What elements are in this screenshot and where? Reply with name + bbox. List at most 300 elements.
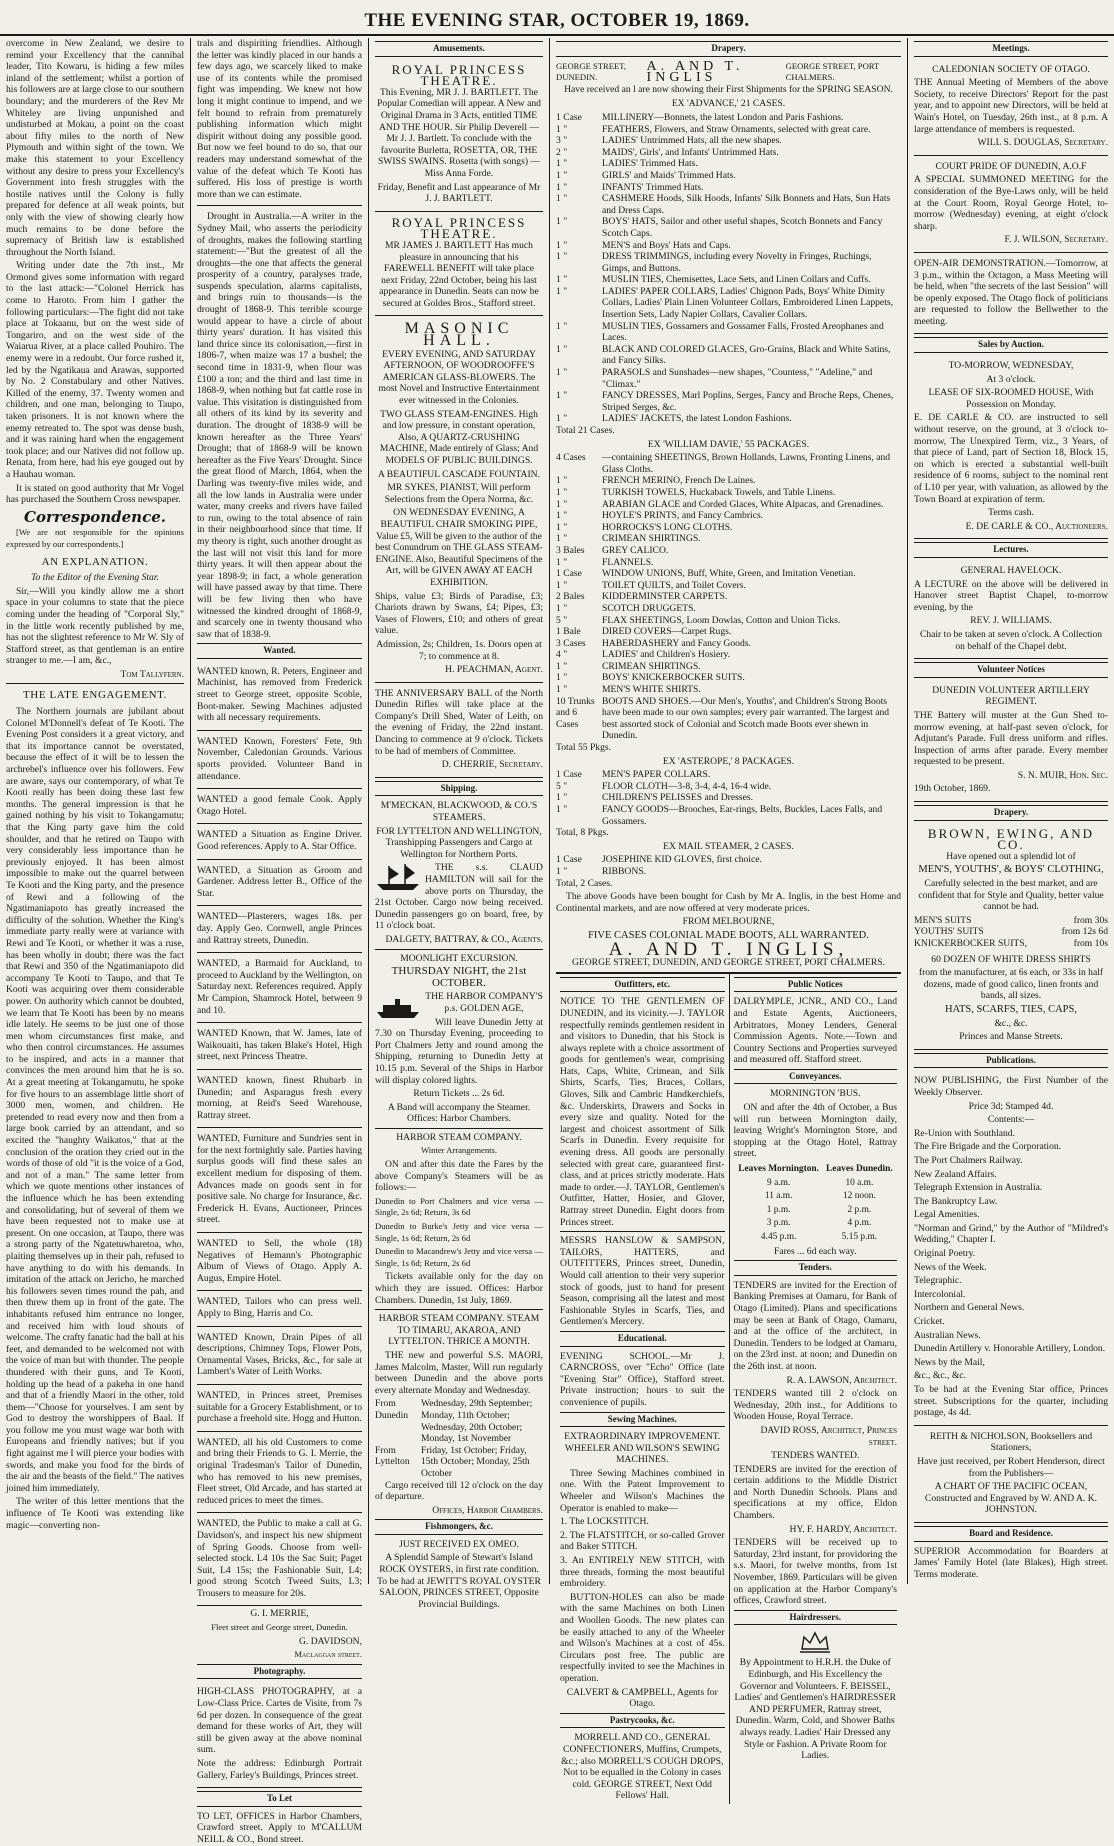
ad-text: SUPERIOR Accommodation for Boarders at James' Family Hotel (late Blakes), High street. Terms moderate. bbox=[914, 1545, 1108, 1580]
shipment-heading: EX 'ADVANCE,' 21 CASES. bbox=[671, 98, 786, 110]
time-dunedin: 5.15 p.m. bbox=[841, 1232, 878, 1242]
contents-item: News of the Week. bbox=[914, 1261, 987, 1273]
ad-text: MR JAMES J. BARTLETT Has much pleasure in announcing that his FAREWELL BENEFIT will take place next Friday, 22nd October, being his last appearance in Dunedin. Seats can now be secured at Goldes Bros., Stafford street. bbox=[379, 239, 539, 309]
item-description: FANCY GOODS—Brooches, Ear-rings, Belts, Buckles, Laces Falls, and Gossamers. bbox=[602, 804, 883, 827]
theatre-ad bbox=[375, 61, 543, 212]
section-heading-educational: Educational. bbox=[560, 1331, 725, 1347]
ad-text: E. DE CARLE & CO. are instructed to sell without reserve, on the ground, at 3 o'clock to-morrow, The Unexpired Term, viz., 3 Years, of that piece of Land, part of Section 18, Block 15, on which is erected a substantial well-built residence of 6 rooms, subject to the nominal rent of L10 per year, with valuation, as allowed by the Town Board at expiration of term. bbox=[914, 412, 1108, 505]
time-mornington: 9 a.m. bbox=[767, 1177, 791, 1188]
ad-text: MORRELL AND CO., GENERAL CONFECTIONERS, Muffins, Crumpets, &c.; also MORRELL'S COUGH DROPS, Not to be equalled in the Colony in cases cold. GEORGE STREET, Next Odd Fellows' Hall. bbox=[561, 1732, 724, 1802]
contents-item: "Norman and Grind," by the Author of "Mildred's Wedding," Chapter I. bbox=[914, 1222, 1108, 1246]
item-description: SCOTCH DRUGGETS. bbox=[602, 602, 696, 614]
engagement-heading: THE LATE ENGAGEMENT. bbox=[22, 689, 168, 702]
item-row bbox=[556, 557, 901, 569]
ad-text: FOR LYTTELTON AND WELLINGTON, Transhipping Passengers and Cargo at Wellington for Northern Ports. bbox=[376, 825, 542, 860]
section-heading-volunteer: Volunteer Notices bbox=[914, 662, 1108, 678]
ad-text: WANTED, in Princes street, Premises suitable for a Grocery Establishment, or to purchase a freehold site. Hogg and Hutton. bbox=[197, 1389, 362, 1425]
ad-signature: CALVERT & CAMPBELL, Agents for Otago. bbox=[566, 1686, 718, 1710]
item-row bbox=[556, 487, 901, 499]
ad-text: The above Goods have been bought for Cash by Mr A. Inglis, in the best Home and Continental markets, and are now offered at very moderate prices. bbox=[556, 891, 901, 914]
suit-name: YOUTHS' SUITS bbox=[914, 926, 984, 938]
item-description: MUSLIN TIES, Chemisettes, Lace Sets, and Linen Collars and Cuffs. bbox=[602, 274, 871, 286]
royal-crest-icon bbox=[790, 1629, 840, 1655]
ad-text: MESSRS HANSLOW & SAMPSON, TAILORS, HATTERS, and OUTFITTERS, Princes street, Dunedin, Would call attention to their very superior stock of goods, just to hand for present Season, comprising all the latest and most Fashionable Styles in Scarfs, Ties, and Gentlemen's Mercery. bbox=[560, 1235, 725, 1328]
mail-items bbox=[556, 854, 901, 877]
wanted-ad bbox=[197, 1329, 362, 1385]
ad-text: TENDERS wanted till 2 o'clock on Wednesday, 20th inst., for Additions to Wooden House, Royal Terrace. bbox=[733, 1388, 897, 1423]
observer-ad bbox=[914, 1072, 1108, 1425]
sailing-label: From Dunedin bbox=[375, 1398, 409, 1421]
item-description: DRESS TRIMMINGS, including every Novelty in Fringes, Ruchings, Gimps, and Buttons. bbox=[602, 251, 872, 274]
ad-text: TO LET, OFFICES in Harbor Chambers, Crawford street. Apply to M'CALLUM NEILL & CO., Bond street. bbox=[197, 1810, 362, 1845]
item-quantity: 1 " bbox=[556, 556, 568, 568]
item-quantity: 1 " bbox=[556, 320, 568, 332]
wanted-ad bbox=[197, 826, 362, 859]
item-quantity: 1 " bbox=[556, 792, 568, 804]
ad-signature: DAVID ROSS, Architect, Princes street. bbox=[760, 1424, 897, 1448]
item-description: MEN'S and Boys' Hats and Caps. bbox=[602, 239, 731, 251]
ad-text: Cargo received till 12 o'clock on the day of departure. bbox=[375, 1479, 543, 1503]
timetable-row bbox=[736, 1218, 896, 1230]
item-row bbox=[556, 615, 901, 627]
section-heading-outfitters: Outfitters, etc. bbox=[560, 977, 725, 993]
time-dunedin: 10 a.m. bbox=[845, 1177, 874, 1188]
ad-text: TENDERS are invited for the erection of certain additions to the Middle District and North Dunedin Schools. Plans and specifications at my office, Eldon Chambers. bbox=[733, 1463, 897, 1522]
item-quantity: 1 " bbox=[556, 216, 568, 228]
ship-icon bbox=[375, 862, 421, 892]
item-description: PARASOLS and Sunshades—new shapes, "Countess," "Adeline," and "Climax." bbox=[602, 367, 873, 390]
item-row bbox=[556, 286, 901, 321]
lecture-ad bbox=[914, 562, 1108, 659]
item-quantity: 1 " bbox=[556, 274, 568, 286]
article-text: Writing under date the 7th inst., Mr Ormond gives some information with regard to the last attack:—"Colonel Herrick has come to Haroto. From him I gather the following particulars:—The fight did not take place at Tokaanu, but on the west side of Tongariro, and on the west side of the Waiarua River, at a place called Pouhiro. The enemy were in a redoubt. Our force rushed it, led by the Ngatikaua and Arawas, supported by No. 2 Constabulary and other Natives. Killed of the enemy, 37. Twenty women and children, and one man, belonging to Taupo, taken prisoners. It is not known where the enemy retreated to. The spot was dense bush, and it was raining hard when the engagement took place; and our Natives did not follow up. Renata, from here, had his eye gouged out by a Hauhau woman. bbox=[6, 260, 184, 480]
item-quantity: 1 " bbox=[556, 193, 568, 205]
item-description: BOYS' HATS, Sailor and other useful shapes, Scotch Bonnets and Fancy Scotch Caps. bbox=[602, 216, 883, 239]
court-ad bbox=[914, 158, 1108, 253]
item-description: GIRLS' and Maids' Trimmed Hats. bbox=[602, 169, 736, 181]
inglis-header bbox=[556, 58, 901, 86]
ad-text: THE ANNIVERSARY BALL of the North Dunedin Rifles will take place at the Company's Drill Shed, Water of Leith, on the evening of Friday, the 22nd instant. Dancing to commence at 9 o'clock. Tickets to be had of members of Committee. bbox=[375, 687, 543, 757]
ad-text: A SPECIAL SUMMONED MEETING for the consideration of the Bye-Laws only, will be held at the Court Room, Royal George Hotel, to-morrow (Wednesday) evening, at eight o'clock sharp. bbox=[914, 174, 1108, 232]
item-row bbox=[556, 696, 901, 742]
ad-text: A BEAUTIFUL CASCADE FOUNTAIN. bbox=[378, 468, 540, 480]
item-description: TURKISH TOWELS, Huckaback Towels, and Table Linens. bbox=[602, 486, 836, 498]
inglis-brand-large: A. AND T. INGLIS, bbox=[608, 938, 849, 960]
item-description: RIBBONS. bbox=[602, 865, 646, 877]
section-heading-to-let: To Let bbox=[197, 1791, 362, 1807]
item-description: FRENCH MERINO, French De Laines. bbox=[602, 475, 756, 487]
ad-text: WANTED, the Public to make a call at G. Davidson's, and inspect his new shipment of Spring Goods. Choose from well-selected stock. L4 10s the Sac Suit; Paget Suit, L4 15s; the Fashionable Suit, L4; good strong Scotch Tweed Suits, L3; Trousers to measure for 20s. bbox=[197, 1518, 362, 1599]
ad-address: Princes and Manse Streets. bbox=[959, 1031, 1063, 1043]
fare-row: Dunedin to Macandrew's Jetty and vice versa — Single, 1s 6d; Return, 2s 6d bbox=[375, 1246, 543, 1268]
item-quantity: 1 " bbox=[556, 390, 568, 402]
inglis-address-left: GEORGE STREET, DUNEDIN. bbox=[556, 60, 627, 83]
time-dunedin: 12 noon. bbox=[842, 1191, 876, 1202]
item-row bbox=[556, 158, 901, 170]
item-description: WINDOW UNIONS, Buff, White, Green, and Imitation Venetian. bbox=[602, 568, 856, 580]
wanted-ad bbox=[197, 1025, 362, 1070]
section-heading-tenders: Tenders. bbox=[734, 1260, 898, 1276]
timetable-row bbox=[736, 1178, 896, 1190]
column-1 bbox=[0, 38, 190, 1584]
ad-text: MR SYKES, PIANIST, Will perform Selections from the Opera Norma, &c. bbox=[384, 482, 534, 505]
item-row bbox=[556, 413, 901, 425]
ad-title: MORNINGTON 'BUS. bbox=[769, 1088, 861, 1100]
item-row bbox=[556, 240, 901, 252]
suit-name: KNICKERBOCKER SUITS, bbox=[914, 938, 1028, 949]
ad-title: 60 DOZEN OF WHITE DRESS SHIRTS bbox=[931, 953, 1091, 965]
item-row bbox=[556, 533, 901, 545]
ad-text: Have received an l are now showing their First Shipments for the SPRING SEASON. bbox=[564, 83, 893, 95]
item-quantity: 1 " bbox=[556, 239, 568, 251]
ad-text: This Evening, MR J. J. BARTLETT. The Popular Comedian will appear. A New and Original Drama in 3 Acts, entitled TIME AND THE HOUR. Sir Philip Deverell — Mr J. J. Bartlett. To conclude with the favourite Burletta, ROSETTA, OR, THE SWISS SWAINS. Rosetta (with songs) — Miss Anna Forde. bbox=[377, 86, 541, 179]
ad-text: ON and after the 4th of October, a Bus will run between Mornington daily, leaving Wright's Mornington Store, and stopping at the Otago Hotel, Rattray street. bbox=[733, 1102, 897, 1160]
item-description: —containing SHEETINGS, Brown Hollands, Lawns, Fronting Linens, and Glass Cloths. bbox=[602, 452, 891, 475]
ad-title: JUST RECEIVED EX OMEO. bbox=[399, 1538, 519, 1550]
contents-item: Northern and General News. bbox=[914, 1302, 1025, 1314]
contents-item: Legal Amenities. bbox=[914, 1209, 980, 1221]
ad-text: WANTED, a Barmaid for Auckland, to proceed to Auckland by the Wellington, on Saturday next. References required. Apply Mr Campion, Shamrock Hotel, between 9 and 10. bbox=[197, 958, 362, 1016]
ad-text: WANTED known, R. Peters, Engineer and Machinist, has removed from Frederick street to George street, opposite Scoble, Boot-maker. Sewing Machines adjusted with all necessary requirements. bbox=[197, 665, 362, 724]
item-row bbox=[556, 661, 901, 673]
section-heading-public-notices: Public Notices bbox=[734, 977, 898, 993]
sailing-row bbox=[375, 1398, 543, 1444]
article-text: The writer of this letter mentions that the influence of Te Kooti was extending like magic—converting non- bbox=[6, 1496, 184, 1531]
fares-table bbox=[375, 1196, 543, 1270]
item-row bbox=[556, 672, 901, 684]
item-quantity: 1 " bbox=[556, 169, 568, 181]
item-row bbox=[556, 251, 901, 274]
column-5 bbox=[908, 38, 1114, 1584]
item-quantity: 3 " bbox=[556, 135, 568, 147]
suit-price: from 10s bbox=[1073, 938, 1108, 949]
ad-title: LEASE OF SIX-ROOMED HOUSE, With Possession on Monday. bbox=[928, 387, 1094, 410]
timetable-row bbox=[736, 1232, 896, 1244]
contents-item: The Bankruptcy Law. bbox=[914, 1195, 998, 1207]
inglis-address: GEORGE STREET, DUNEDIN, AND GEORGE STREET, PORT CHALMERS. bbox=[571, 957, 886, 969]
ad-text: DALRYMPLE, JCNR., AND CO., Land and Estate Agents, Auctioneers, Arbitrators, Money Lenders, General Commission Agents. Note.—Town and Country Sections and Properties surveyed and measured off. Stafford street. bbox=[733, 996, 897, 1066]
section-heading-conveyances: Conveyances. bbox=[734, 1069, 898, 1085]
item-quantity: 3 Cases bbox=[556, 637, 586, 649]
ad-text: THE new and powerful S.S. MAORI, James Malcolm, Master, Will run regularly between Dunedin and the above ports every alternate Monday and Wednesday. bbox=[375, 1349, 543, 1396]
item-quantity: 1 Case bbox=[556, 568, 582, 580]
auction-ad bbox=[914, 357, 1108, 539]
inglis-brand: A. AND T. INGLIS bbox=[646, 58, 744, 86]
shipment-total: Total 21 Cases. bbox=[556, 425, 615, 436]
item-row bbox=[556, 603, 901, 615]
ad-text: WANTED, Furniture and Sundries sent in for the next fortnightly sale. Parties having surplus goods will find these sales an excellent medium for disposing of them. Advances made on goods sent in for positive sale. No charge for Insurance, &c. Frederick H. Evans, Auctioneer, Princes street. bbox=[197, 1133, 362, 1226]
lower-left bbox=[556, 974, 729, 1804]
contents-item: The Port Chalmers Railway. bbox=[914, 1154, 1023, 1166]
ad-text: WANTED a Situation as Engine Driver. Good references. Apply to A. Star Office. bbox=[197, 829, 362, 852]
item-quantity: 1 " bbox=[556, 475, 568, 487]
wanted-ad bbox=[197, 791, 362, 824]
inglis-address-right: GEORGE STREET, PORT CHALMERS. bbox=[785, 60, 880, 83]
item-description: FLANNELS. bbox=[602, 556, 654, 568]
ad-title: MEN'S, YOUTHS', & BOYS' CLOTHING, bbox=[918, 864, 1104, 876]
davie-items bbox=[556, 452, 901, 742]
wanted-ad bbox=[197, 1072, 362, 1128]
ad-text: FROM MELBOURNE, bbox=[682, 916, 775, 928]
shipment-heading: EX 'WILLIAM DAVIE,' 55 PACKAGES. bbox=[647, 438, 810, 450]
item-description: ARABIAN GLACE and Corded Glaces, White Alpacas, and Grenadines. bbox=[602, 498, 884, 510]
timetable-header: Leaves Mornington. bbox=[738, 1164, 819, 1175]
item-description: HOYLE'S PRINTS, and Fancy Cambrics. bbox=[602, 510, 764, 522]
ad-text: By Appointment to H.R.H. the Duke of Edinburgh, and His Excellency the Governor and Volunteers. F. BEISSEL, Ladies' and Gentlemen's HAIRDRESSER AND PERFUMER, Rattray street, Dunedin. Warm, Cold, and Shower Baths always ready. Ladies' Hair Dressed any Style or Fashion. A Private Room for Ladies. bbox=[734, 1657, 896, 1762]
ad-text: Ships, value £3; Birds of Paradise, £3; Chariots drawn by Swans, £4; Pipes, £3; Vases of Flowers, £10; and others of great value. bbox=[375, 590, 543, 637]
item-quantity: 4 Cases bbox=[556, 452, 586, 464]
ad-text: Three Sewing Machines combined in one. With the Patent Improvement to Wheeler and Wilson's Machines the Operator is enabled to make— bbox=[560, 1467, 725, 1514]
item-row bbox=[556, 591, 901, 603]
item-description: FANCY DRESSES, Marl Poplins, Serges, Fancy and Broche Reps, Chenes, Striped Serges, &c. bbox=[602, 390, 894, 413]
ad-title: GENERAL HAVELOCK. bbox=[960, 564, 1062, 576]
ad-title: BROWN, EWING, AND CO. bbox=[927, 825, 1095, 853]
ad-text: NOW PUBLISHING, the First Number of the Weekly Observer. bbox=[914, 1075, 1108, 1098]
item-quantity: 1 " bbox=[556, 158, 568, 170]
contents-item: Telegraphic. bbox=[914, 1275, 962, 1287]
ad-text: Tickets available only for the day on which they are issued. Offices: Harbor Chambers. Dunedin, 1st July, 1869. bbox=[375, 1271, 543, 1306]
ad-text: WANTED a good female Cook. Apply Otago Hotel. bbox=[197, 794, 362, 817]
ad-title: MOONLIGHT EXCURSION. bbox=[400, 952, 518, 964]
disclaimer: [We are not responsible for the opinions expressed by our correspondents.] bbox=[6, 527, 184, 549]
item-row bbox=[556, 866, 901, 878]
item-description: CRIMEAN SHIRTINGS. bbox=[602, 660, 701, 672]
ad-title: REV. J. WILLIAMS. bbox=[970, 615, 1052, 627]
item-quantity: 1 " bbox=[556, 123, 568, 135]
ad-text: Carefully selected in the best market, and are confident that for Style and Quality, better value cannot be had. bbox=[918, 878, 1104, 913]
section-heading-lectures: Lectures. bbox=[914, 542, 1108, 558]
ad-text: WANTED Known, that W. James, late of Waikouaiti, has taken Blake's Hotel, High street, next Princess Theatre. bbox=[197, 1028, 362, 1063]
ad-title: A CHART OF THE PACIFIC OCEAN, Constructed and Engraved by W. AND A. K. JOHNSTON. bbox=[924, 1481, 1098, 1516]
item-quantity: 1 " bbox=[556, 486, 568, 498]
ad-text: EVERY EVENING, AND SATURDAY AFTERNOON, OF WOODROOFFE'S AMERICAN GLASS-BLOWERS. The most Novel and Instructive Entertainment ever witnessed in the Colonies. bbox=[378, 348, 540, 407]
item-description: JOSEPHINE KID GLOVES, first choice. bbox=[602, 854, 762, 866]
item-description: FLAX SHEETINGS, Loom Dowlas, Cotton and Union Ticks. bbox=[602, 614, 841, 626]
ad-text: THE Battery will muster at the Gun Shed to-morrow evening, at half-past seven o'clock, for Adjutant's Parade. Full dress uniform and rifles. Inspection of arms after parade. Every member requested to be present. bbox=[914, 709, 1108, 768]
ad-text: ON and after this date the Fares by the above Company's Steamers will be as follows:— bbox=[375, 1159, 543, 1194]
ad-title: COURT PRIDE OF DUNEDIN, A.O.F bbox=[935, 160, 1087, 172]
item-row bbox=[556, 112, 901, 124]
item-quantity: 4 " bbox=[556, 649, 568, 661]
shipment-total: Total, 2 Cases. bbox=[556, 877, 613, 889]
item-description: GREY CALICO. bbox=[602, 544, 669, 556]
ad-text: Fares ... 6d each way. bbox=[774, 1245, 857, 1257]
contents-item: New Zealand Affairs. bbox=[914, 1168, 997, 1180]
item-row bbox=[556, 475, 901, 487]
shipment-heading: EX 'ASTEROPE,' 8 PACKAGES. bbox=[662, 755, 795, 767]
ad-text: WANTED Known, Drain Pipes of all descriptions, Chimney Tops, Flower Pots, Ornamental Vases, Bricks, &c., for sale at Lambert's Water of Leith Works. bbox=[197, 1331, 362, 1378]
ad-signature: DALGETY, BATTRAY, & CO., Agents. bbox=[385, 933, 543, 945]
steamer-icon bbox=[375, 991, 421, 1021]
ad-title: THURSDAY NIGHT, the 21st OCTOBER. bbox=[391, 965, 527, 989]
time-mornington: 3 p.m. bbox=[766, 1218, 791, 1229]
ad-signature: WILL S. DOUGLAS, Secretary. bbox=[977, 137, 1108, 149]
item-quantity: 2 Bales bbox=[556, 591, 585, 603]
contents-item: Original Poetry. bbox=[914, 1248, 976, 1260]
ad-text: A Splendid Sample of Stewart's Island ROCK OYSTERS, in first rate condition. To be had at JEWITT'S ROYAL OYSTER SALOON, PRINCES STREET, Opposite Provincial Buildings. bbox=[377, 1552, 541, 1610]
ad-text: HIGH-CLASS PHOTOGRAPHY, at a Low-Class Price. Cartes de Visite, from 7s 6d per dozen. In consequence of the great demand for these works of Art, they will still be given away at the above nominal sum. bbox=[197, 1686, 362, 1756]
ad-text: To be had at the Evening Star office, Princes street. Subscriptions for the quarter, including postage, 4s 4d. bbox=[914, 1384, 1108, 1419]
sewing-item: 3. An ENTIRELY NEW STITCH, with three threads, forming the most beautiful embroidery. bbox=[560, 1555, 725, 1590]
item-quantity: 1 " bbox=[556, 579, 568, 591]
ad-text: Price 3d; Stamped 4d. bbox=[968, 1100, 1054, 1112]
sewing-item: 2. The FLATSTITCH, or so-called Grover and Baker STITCH. bbox=[560, 1529, 725, 1553]
item-row bbox=[556, 499, 901, 511]
item-row bbox=[556, 649, 901, 661]
section-heading-photography: Photography. bbox=[197, 1664, 362, 1680]
item-quantity: 1 Case bbox=[556, 854, 582, 866]
ad-text: Contents:— bbox=[987, 1114, 1035, 1126]
contents-item: &c., &c., &c. bbox=[914, 1370, 966, 1382]
item-description: MUSLIN TIES, Gossamers and Gossamer Falls, Frosted Areophanes and Laces. bbox=[602, 320, 884, 344]
ad-title: M'MECKAN, BLACKWOOD, & CO.'S STEAMERS. bbox=[380, 800, 538, 824]
ad-signature: D. CHERRIE, Secretary. bbox=[441, 759, 543, 771]
sewing-item: 1. The LOCKSTITCH. bbox=[560, 1516, 649, 1528]
column-3 bbox=[369, 38, 549, 1610]
ad-title: HARBOR STEAM COMPANY. bbox=[396, 1131, 522, 1143]
suit-name: MEN'S SUITS bbox=[914, 914, 972, 926]
sailing-label: From Lyttelton bbox=[375, 1444, 410, 1468]
item-row bbox=[556, 568, 901, 580]
shipment-total: Total 55 Pkgs. bbox=[556, 742, 612, 754]
article-text: The Northern journals are jubilant about Colonel M'Donnell's defeat of Te Kooti. The Evening Post considers it a great victory, and that its importance cannot be overstated, because the effect of it will be to lessen the archrebel's influence over his followers. Few are aware, says our contemporary, of what Te Kooti really has been doing these last few months. The general impression is that he gained nothing by his visit to Tokangamutu; that the King party gave him the cold shoulder, and that he retired on Taupo with very considerably less importance than he previously enjoyed. It has been almost impossible to make out the quarrel between Te Kooti and the King party, and the presence of Rewi and a following of the Ngatimaniapoto has greatly increased the difficulty of the solution. Whether the King's immediate party really were at variance with Rewi and Te Kooti, or whether it was a ruse, has been wholly in doubt; there was the fact that Rewi and 350 of the Ngatimaniapoto did accompany Te Kooti to Taupo, and that Te Kooti was acquiring over them considerable power. On authority which cannot be doubted, we learn that Te Kooti has been by no means idle lately. He seems to be just one of those men whom circumstances first make, and who then control circumstances. He assumes to be inspired, and acts in a manner that convinces the men around him that he is so. At a great meeting at Tokangamutu, he spoke for five hours to an assemblage little short of 3000 men, women, and children. He pretended to read every now and then from a large book carried by an attendant, and so excited the "haughty Waikatos," that at the conclusion of the oration they cried out in the words of those of old "it is the voice of a God, and not of a man." The same letter from which we quote mentions other instances of the influence which he has been extending and consolidating, but of several of them we have been requested not to make use at present. On one occasion, at Taupo, there was a strong party of the Ngatetuwharetoa, who, plaiting themselves up in their pah, refused to have anything to do with his demands. In imitation of the attack on Jericho, he marched his followers seven times round the pah, and then threw them up in front of the gate. The inhabitants refused him entrance no longer, and received him with loud shouts of welcome. The crafty fanatic had the ball at his feet, and demanded to be welcomed not with the voice of man but with thunder. The people thundered with their guns, and Te Kooti, holding up the head of a pakeha in one hand and that of a friendly Maori in the other, told them—"Choose for yourselves. I am sent by God to destroy the worshippers of Baal. If you follow me you must wage war both with Europeans and friendly natives; but if you fight against me I will pierce your bodies with swords, and make you food for the birds of the air and the beasts of the field." The natives joined him immediately. bbox=[6, 706, 184, 1494]
ad-text: WANTED, Tailors who can press well. Apply to Bing, Harris and Co. bbox=[197, 1296, 362, 1319]
timetable-row bbox=[736, 1191, 896, 1203]
item-row bbox=[556, 684, 901, 696]
ad-text: Have opened out a splendid lot of bbox=[946, 850, 1076, 862]
ad-text: &c., &c. bbox=[994, 1017, 1028, 1029]
advance-items bbox=[556, 112, 901, 425]
letter-body: Sir,—Will you kindly allow me a short space in your columns to state that the piece coming under the heading of "Corporal Sly," in the little work recently published by me, has not the slightest reference to Mr W. Sly of Stafford street, as that gentleman is an entire stranger to me.—I am, &c., bbox=[6, 585, 184, 667]
item-description: INFANTS' Trimmed Hats. bbox=[602, 181, 704, 193]
timetable-header: Leaves Dunedin. bbox=[826, 1164, 893, 1175]
item-description: FLOOR CLOTH—3-8, 3-4, 4-4, 16-4 wide. bbox=[602, 780, 772, 792]
contents-item: Intercolonial. bbox=[914, 1288, 966, 1300]
contents-item: Dunedin Artillery v. Honorable Artillery, London. bbox=[914, 1343, 1106, 1355]
item-description: LADIES' Untrimmed Hats, all the new shapes. bbox=[602, 135, 782, 147]
item-quantity: 1 " bbox=[556, 684, 568, 696]
fare-row: Dunedin to Burke's Jetty and vice versa — Single, 1s 6d; Return, 2s 6d bbox=[375, 1221, 543, 1243]
item-quantity: 1 " bbox=[556, 413, 568, 425]
contents-item: Telegraph Extension in Australia. bbox=[914, 1182, 1043, 1194]
brown-ewing-ad bbox=[914, 825, 1108, 1050]
ad-title: TENDERS WANTED. bbox=[771, 1450, 860, 1462]
section-heading-board: Board and Residence. bbox=[914, 1526, 1108, 1542]
item-row bbox=[556, 522, 901, 534]
item-row bbox=[556, 367, 901, 390]
wanted-ad bbox=[197, 955, 362, 1023]
item-description: MILLINERY—Bonnets, the latest London and Paris Fashions. bbox=[602, 111, 844, 123]
ad-signature: R. A. LAWSON, Architect. bbox=[786, 1374, 897, 1386]
ad-text: Admission, 2s; Children, 1s. Doors open at 7; to commence at 8. bbox=[376, 638, 542, 662]
item-quantity: 1 Case bbox=[556, 111, 582, 123]
bus-timetable bbox=[734, 1162, 898, 1246]
contents-item: News by the Mail, bbox=[914, 1356, 985, 1368]
ad-signature: H. PEACHMAN, Agent. bbox=[445, 664, 543, 676]
item-description: HABERDASHERY and Fancy Goods. bbox=[602, 637, 751, 649]
item-description: MEN'S PAPER COLLARS. bbox=[602, 769, 711, 781]
ad-address: Maclaggan street. bbox=[294, 1649, 362, 1660]
section-heading-drapery: Drapery. bbox=[914, 805, 1108, 821]
item-row bbox=[556, 804, 901, 827]
section-heading-sales: Sales by Auction. bbox=[914, 337, 1108, 353]
item-quantity: 5 " bbox=[556, 614, 568, 626]
item-quantity: 1 " bbox=[556, 660, 568, 672]
article-text: It is stated on good authority that Mr Vogel has purchased the Southern Cross newspaper. bbox=[6, 482, 184, 506]
item-row bbox=[556, 216, 901, 239]
wanted-ad bbox=[197, 1387, 362, 1432]
item-quantity: 2 " bbox=[556, 146, 568, 158]
ad-title: DUNEDIN VOLUNTEER ARTILLERY REGIMENT. bbox=[932, 684, 1090, 708]
item-description: TOILET QUILTS, and Toilet Covers. bbox=[602, 579, 746, 591]
item-description: BOYS' KNICKERBOCKER SUITS. bbox=[602, 672, 745, 684]
item-row bbox=[556, 390, 901, 413]
ad-signature: E. DE CARLE & CO., Auctioneers. bbox=[965, 520, 1108, 532]
ad-text: Return Tickets ... 2s 6d. bbox=[413, 1088, 505, 1100]
wanted-ad bbox=[197, 1130, 362, 1233]
ad-title: ROYAL PRINCESS THEATRE. bbox=[391, 61, 527, 89]
ad-text: Friday, Benefit and Last appearance of Mr J. J. BARTLETT. bbox=[377, 181, 541, 205]
item-quantity: 1 " bbox=[556, 672, 568, 684]
ad-text: ON WEDNESDAY EVENING, A BEAUTIFUL CHAIR SMOKING PIPE, Value £5, Will be given to the author of the best Conundrum on THE GLASS STEAM-ENGINE. Also, Beautiful Specimens of the Art, will be GIVEN AWAY AT EACH EXHIBITION. bbox=[375, 507, 543, 588]
contents-item: Re-Union with Southland. bbox=[914, 1127, 1015, 1139]
wanted-ad bbox=[197, 862, 362, 907]
item-quantity: 1 " bbox=[556, 285, 568, 297]
item-row bbox=[556, 580, 901, 592]
item-row bbox=[556, 170, 901, 182]
wanted-ad bbox=[197, 733, 362, 789]
masonic-ad bbox=[375, 318, 543, 682]
suit-row bbox=[914, 926, 1108, 938]
section-heading-shipping: Shipping. bbox=[375, 781, 543, 797]
item-description: DIRED COVERS—Carpet Rugs. bbox=[602, 626, 732, 638]
column-2 bbox=[191, 38, 368, 1845]
ad-text: At 3 o'clock. bbox=[986, 373, 1036, 385]
lower-split bbox=[556, 972, 901, 1804]
sailing-dates: Wednesday, 29th September; Monday, 11th October; Wednesday, 20th October; Monday, 1st November bbox=[421, 1398, 533, 1445]
demonstration-ad bbox=[914, 255, 1108, 335]
explanation-heading: AN EXPLANATION. bbox=[41, 555, 149, 568]
wanted-ad bbox=[197, 663, 362, 731]
item-row bbox=[556, 124, 901, 136]
item-row bbox=[556, 769, 901, 781]
contents-item: Cricket. bbox=[914, 1316, 945, 1328]
ad-title: HATS, SCARFS, TIES, CAPS, bbox=[945, 1003, 1077, 1015]
suits-price-list bbox=[914, 915, 1108, 950]
wanted-ad bbox=[197, 1293, 362, 1326]
item-quantity: 1 " bbox=[556, 510, 568, 522]
wanted-ad bbox=[197, 908, 362, 953]
column-4 bbox=[550, 38, 907, 1802]
ad-text: from the manufacturer, at 6s each, or 33s in half dozens, made of good calico, linen fronts and bands, all sizes. bbox=[918, 967, 1104, 1002]
section-heading-pastrycooks: Pastrycooks, &c. bbox=[560, 1713, 725, 1729]
item-row bbox=[556, 344, 901, 367]
time-dunedin: 2 p.m. bbox=[847, 1204, 872, 1215]
wanted-ad bbox=[197, 1515, 362, 1606]
section-heading-amusements: Amusements. bbox=[375, 41, 543, 57]
item-quantity: 1 " bbox=[556, 367, 568, 379]
reith-ad bbox=[914, 1428, 1108, 1523]
section-heading-meetings: Meetings. bbox=[914, 41, 1108, 57]
artillery-ad bbox=[914, 682, 1108, 802]
ad-signature: G. I. MERRIE, bbox=[250, 1608, 309, 1620]
theatre-ad bbox=[375, 214, 543, 317]
item-quantity: 3 Bales bbox=[556, 544, 585, 556]
item-row bbox=[556, 792, 901, 804]
item-description: CASHMERE Hoods, Silk Hoods, Infants' Silk Bonnets and Hats, Sun Hats and Dress Caps. bbox=[602, 193, 891, 216]
ad-signature: S. N. MUIR, Hon. Sec. bbox=[1017, 769, 1108, 781]
item-description: LADIES' and Children's Hosiery. bbox=[602, 649, 731, 661]
